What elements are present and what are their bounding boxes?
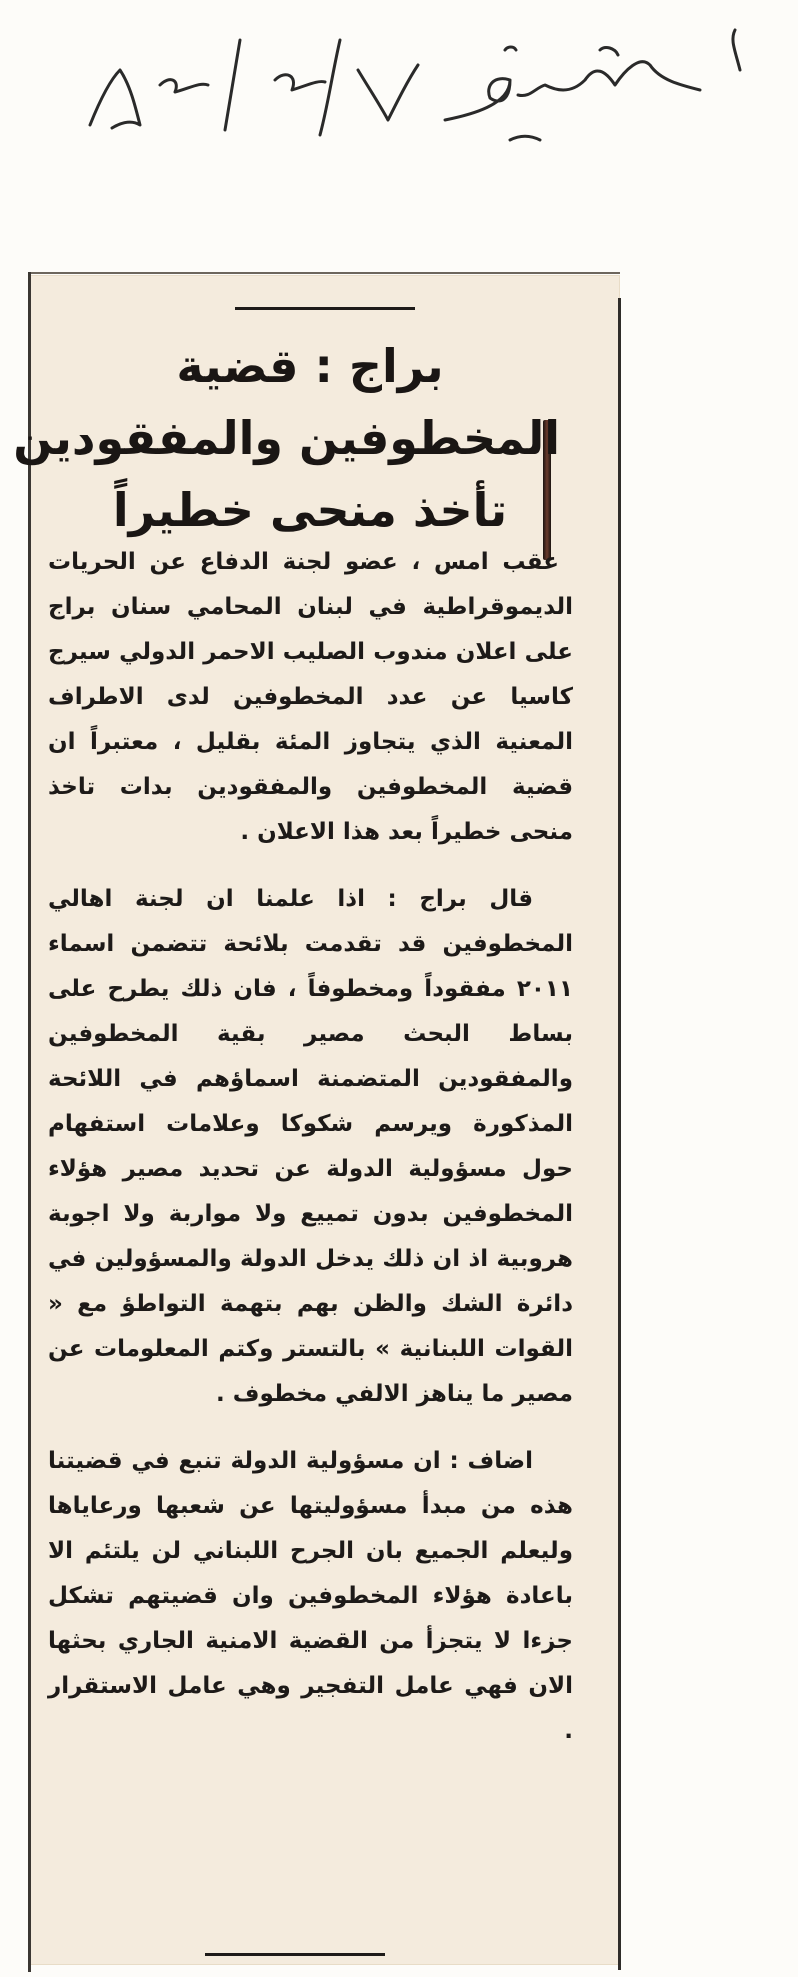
article-paragraph: عقب امس ، عضو لجنة الدفاع عن الحريات الديموقراطية في لبنان المحامي سنان براج على اعلان مندوب الصليب الاحمر الدولي سيرج كاسيا عن عدد المخطوفين لدى الاطراف المعنية الذي يتجاوز المئة بقليل ، معتبراً ان قضية المخطوفين والمفقودين بدات تاخذ منحى خطيراً بعد هذا الاعلان . [48,549,573,845]
top-rule-divider [235,307,415,310]
handwritten-annotation [40,10,780,160]
article-paragraph: اضاف : ان مسؤولية الدولة تنبع في قضيتنا هذه من مبدأ مسؤوليتها عن شعبها ورعاياها وليعلم الجميع بان الجرح اللبناني لن يلتئم الا باعادة هؤلاء المخطوفين وان قضيتهم تشكل جزءا لا يتجزأ من القضية الامنية الجاري بحثها الان فهي عامل التفجير وهي عامل الاستقرار . [48,1448,573,1744]
article-body [48,540,573,1776]
clipping-left-edge [28,272,31,1972]
handwriting-strokes [40,10,780,160]
headline-line: المخطوفين والمفقودين [13,411,560,465]
clipping-top-edge [28,272,620,274]
clipping-right-edge [618,298,621,1970]
article-headline [13,330,560,546]
bottom-rule-divider [205,1953,385,1956]
headline-line: براج : قضية [176,339,444,393]
article-paragraph: قال براج : اذا علمنا ان لجنة اهالي المخطوفين قد تقدمت بلائحة تتضمن اسماء ٢٠١١ مفقوداً ومخطوفاً ، فان ذلك يطرح على بساط البحث مصير بقية المخطوفين والمفقودين المتضمنة اسماؤهم في اللائحة المذكورة ويرسم شكوكا وعلامات استفهام حول مسؤولية الدولة عن تحديد مصير هؤلاء المخطوفين بدون تمييع ولا مواربة ولا اجوبة هروبية اذ ان ذلك يدخل الدولة والمسؤولين في دائرة الشك والظن بهم بتهمة التواطؤ مع « القوات اللبنانية » بالتستر وكتم المعلومات عن مصير ما يناهز الالفي مخطوف . [48,886,573,1407]
headline-line: تأخذ منحى خطيراً [112,483,508,537]
